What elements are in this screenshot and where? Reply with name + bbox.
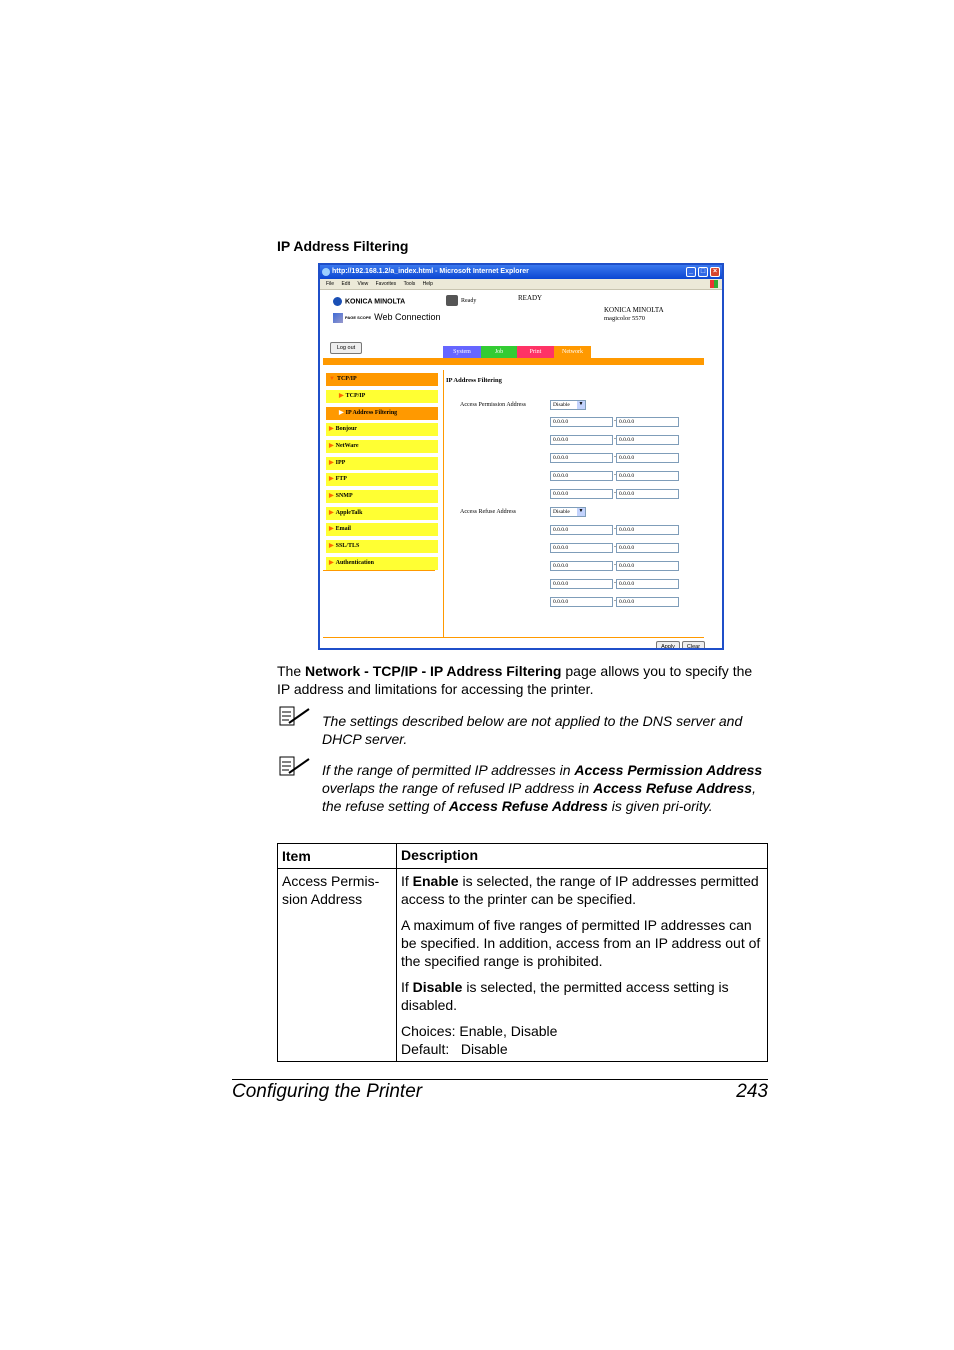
menu-help[interactable]: Help xyxy=(422,281,433,287)
browser-title: http://192.168.1.2/a_index.html - Microsoft Internet Explorer xyxy=(332,268,529,275)
globe-icon xyxy=(333,297,342,306)
sidebar-item-tcpip-group[interactable]: ▼ TCP/IP xyxy=(326,373,438,386)
close-icon[interactable]: × xyxy=(710,267,720,277)
chevron-down-icon: ▼ xyxy=(578,509,584,514)
note-pencil-icon xyxy=(279,756,311,776)
browser-menubar xyxy=(320,279,722,290)
status-text: READY xyxy=(518,294,543,302)
permission-end-ip-4[interactable]: 0.0.0.0 xyxy=(616,471,679,481)
main-title: IP Address Filtering xyxy=(446,377,502,384)
permission-end-ip-1[interactable]: 0.0.0.0 xyxy=(616,417,679,427)
access-refuse-label: Access Refuse Address xyxy=(460,509,516,515)
sidebar-item-netware[interactable]: ▶ NetWare xyxy=(326,440,438,453)
permission-end-ip-2[interactable]: 0.0.0.0 xyxy=(616,435,679,445)
access-permission-label: Access Permission Address xyxy=(460,402,526,408)
minimize-icon[interactable]: _ xyxy=(686,267,696,277)
desc-enable: If Enable is selected, the range of IP addresses permitted access to the printer can be specified. xyxy=(401,873,759,907)
permission-start-ip-3[interactable]: 0.0.0.0 xyxy=(550,453,613,463)
maximize-icon[interactable]: □ xyxy=(698,267,708,277)
permission-start-ip-1[interactable]: 0.0.0.0 xyxy=(550,417,613,427)
permission-end-ip-5[interactable]: 0.0.0.0 xyxy=(616,489,679,499)
model-brand: KONICA MINOLTA xyxy=(604,306,664,314)
sidebar-item-bonjour[interactable]: ▶ Bonjour xyxy=(326,423,438,436)
header-item: Item xyxy=(278,844,397,869)
apply-button[interactable]: Apply xyxy=(656,641,680,650)
access-permission-select[interactable]: Disable ▼ xyxy=(550,400,586,410)
sidebar-item-email[interactable]: ▶ Email xyxy=(326,523,438,536)
range-dash: - xyxy=(614,472,616,478)
sidebar-item-ftp[interactable]: ▶ FTP xyxy=(326,473,438,486)
status-icon-label: Ready xyxy=(461,298,477,304)
logout-button[interactable]: Log out xyxy=(330,342,362,354)
pagescope-logo: PAGE SCOPE Web Connection xyxy=(333,312,441,323)
sidebar-divider xyxy=(323,570,435,571)
range-dash: - xyxy=(614,580,616,586)
range-dash: - xyxy=(614,436,616,442)
section-heading: IP Address Filtering xyxy=(277,238,409,254)
sidebar-item-appletalk[interactable]: ▶ AppleTalk xyxy=(326,507,438,520)
refuse-end-ip-2[interactable]: 0.0.0.0 xyxy=(616,543,679,553)
windows-logo-icon xyxy=(710,280,718,288)
note-pencil-icon xyxy=(279,706,311,726)
refuse-start-ip-3[interactable]: 0.0.0.0 xyxy=(550,561,613,571)
refuse-start-ip-4[interactable]: 0.0.0.0 xyxy=(550,579,613,589)
menu-tools[interactable]: Tools xyxy=(403,281,416,287)
range-dash: - xyxy=(614,544,616,550)
refuse-end-ip-5[interactable]: 0.0.0.0 xyxy=(616,597,679,607)
menu-view[interactable]: View xyxy=(357,281,369,287)
clear-button[interactable]: Clear xyxy=(682,641,705,650)
permission-start-ip-4[interactable]: 0.0.0.0 xyxy=(550,471,613,481)
range-dash: - xyxy=(614,562,616,568)
access-refuse-select[interactable]: Disable ▼ xyxy=(550,507,586,517)
desc-maximum: A maximum of five ranges of permitted IP addresses can be specified. In addition, access from an IP address out of the specified range is prohibited. xyxy=(401,917,761,969)
footer-divider xyxy=(323,637,704,638)
permission-end-ip-3[interactable]: 0.0.0.0 xyxy=(616,453,679,463)
menu-file[interactable]: File xyxy=(326,281,335,287)
konica-minolta-logo: KONICA MINOLTA xyxy=(333,297,405,306)
permission-start-ip-2[interactable]: 0.0.0.0 xyxy=(550,435,613,445)
tab-system[interactable]: System xyxy=(443,346,481,358)
table-header-row xyxy=(278,844,768,869)
refuse-start-ip-2[interactable]: 0.0.0.0 xyxy=(550,543,613,553)
table-row xyxy=(278,869,768,1062)
tab-job[interactable]: Job xyxy=(481,346,517,358)
menu-edit[interactable]: Edit xyxy=(341,281,351,287)
note-dns-dhcp: The settings described below are not applied to the DNS server and DHCP server. xyxy=(322,713,743,747)
refuse-end-ip-4[interactable]: 0.0.0.0 xyxy=(616,579,679,589)
menu-favorites[interactable]: Favorites xyxy=(375,281,397,287)
sidebar-item-tcpip[interactable]: ▶ TCP/IP xyxy=(326,390,438,403)
header-description: Description xyxy=(397,844,768,869)
refuse-start-ip-5[interactable]: 0.0.0.0 xyxy=(550,597,613,607)
row-description xyxy=(397,869,768,1062)
chevron-down-icon: ▼ xyxy=(578,402,584,407)
model-name: magicolor 5570 xyxy=(604,315,645,322)
intro-bold: Network - TCP/IP - IP Address Filtering xyxy=(305,663,562,679)
sidebar-item-authentication[interactable]: ▶ Authentication xyxy=(326,557,438,570)
range-dash: - xyxy=(614,490,616,496)
browser-screenshot xyxy=(318,263,724,650)
printer-status-icon xyxy=(446,295,458,306)
desc-disable: If Disable is selected, the permitted access setting is disabled. xyxy=(401,979,729,1013)
web-content xyxy=(320,290,722,650)
tab-print[interactable]: Print xyxy=(517,346,554,358)
footer-title: Configuring the Printer xyxy=(232,1081,423,1102)
range-dash: - xyxy=(614,418,616,424)
refuse-start-ip-1[interactable]: 0.0.0.0 xyxy=(550,525,613,535)
refuse-end-ip-3[interactable]: 0.0.0.0 xyxy=(616,561,679,571)
range-dash: - xyxy=(614,454,616,460)
desc-choices-default: Choices: Enable, Disable Default: Disable xyxy=(401,1023,558,1057)
header-divider xyxy=(323,358,704,365)
range-dash: - xyxy=(614,598,616,604)
refuse-end-ip-1[interactable]: 0.0.0.0 xyxy=(616,525,679,535)
tab-network[interactable]: Network xyxy=(554,346,591,358)
footer-rule xyxy=(232,1079,768,1080)
row-item: Access Permis-sion Address xyxy=(278,869,397,1062)
sidebar-item-snmp[interactable]: ▶ SNMP xyxy=(326,490,438,503)
sidebar-item-ssl-tls[interactable]: ▶ SSL/TLS xyxy=(326,540,438,553)
internet-explorer-icon xyxy=(322,268,330,276)
permission-start-ip-5[interactable]: 0.0.0.0 xyxy=(550,489,613,499)
sidebar xyxy=(323,370,444,637)
range-dash: - xyxy=(614,526,616,532)
intro-paragraph: The Network - TCP/IP - IP Address Filtering page allows you to specify the IP address and limitations for accessing the printer. xyxy=(277,663,753,697)
cube-icon xyxy=(333,313,343,323)
page-number: 243 xyxy=(736,1081,768,1102)
description-table xyxy=(277,843,768,1062)
note-priority: If the range of permitted IP addresses in Access Permission Address overlaps the range of refused IP address in Access Refuse Address, the refuse setting of Access Refuse Address is given pri-ority. xyxy=(322,762,763,814)
sidebar-item-ipp[interactable]: ▶ IPP xyxy=(326,457,438,470)
sidebar-item-ip-address-filtering[interactable]: ▶ IP Address Filtering xyxy=(326,407,438,420)
browser-titlebar xyxy=(320,265,722,279)
